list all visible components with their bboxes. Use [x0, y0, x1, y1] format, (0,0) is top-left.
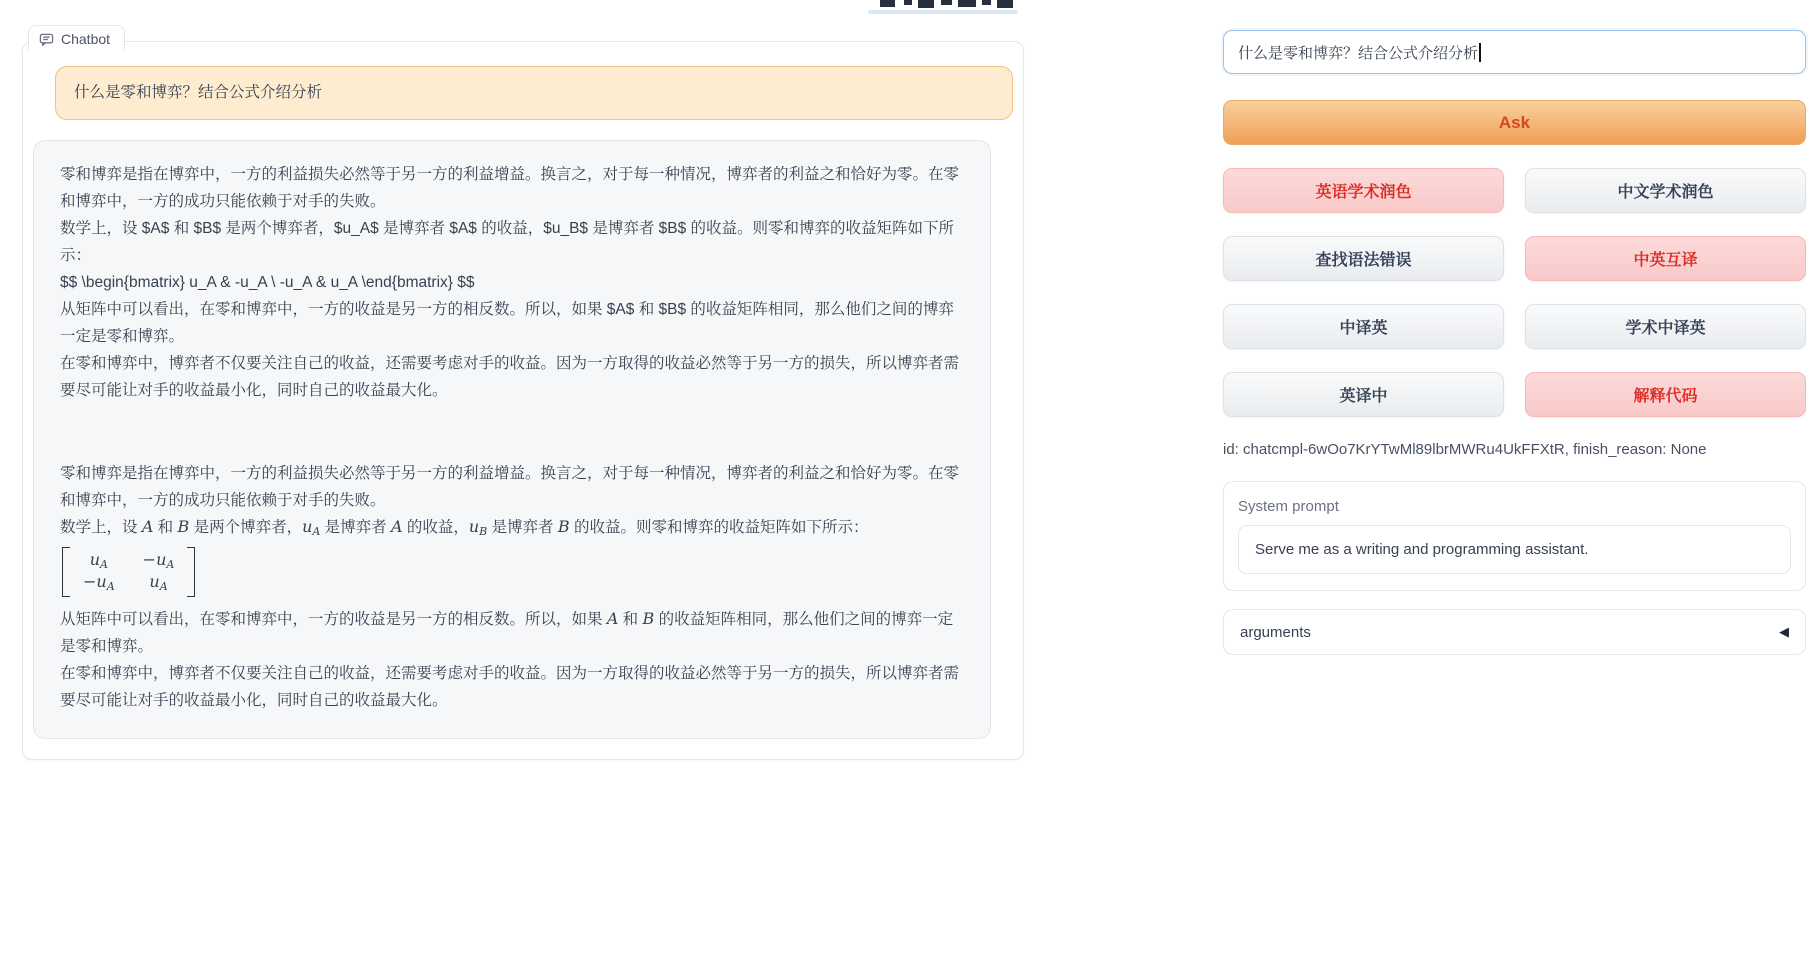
bot-latex-source-line: $$ \begin{bmatrix} u_A & -u_A \ -u_A & u_A \end{bmatrix} $$	[60, 274, 475, 291]
math-var: u	[468, 517, 480, 536]
arguments-accordion-label: arguments	[1240, 623, 1311, 641]
btn-zh-to-en[interactable]: 中译英	[1223, 304, 1504, 349]
bot-paragraph: 零和博弈是指在博弈中，一方的利益损失必然等于另一方的利益增益。换言之，对于每一种情况，博弈者的利益之和恰好为零。在零和博弈中，一方的成功只能依赖于对手的失败。	[60, 465, 960, 509]
bot-math-paragraph: 从矩阵中可以看出，在零和博弈中，一方的收益是另一方的相反数。所以，如果 A 和 B 的收益矩阵相同，那么他们之间的博弈一定是零和博弈。	[60, 609, 954, 655]
math-var: A	[390, 517, 403, 536]
quick-actions-grid	[1223, 168, 1806, 417]
bot-paragraph: 在零和博弈中，博弈者不仅要关注自己的收益，还需要考虑对手的收益。因为一方取得的收益必然等于另一方的损失，所以博弈者需要尽可能让对手的收益最小化，同时自己的收益最大化。	[60, 665, 960, 709]
btn-zh-en-mutual-translate[interactable]: 中英互译	[1525, 236, 1806, 281]
math-var: B	[557, 517, 570, 536]
matrix-left-bracket	[62, 547, 70, 597]
user-message-bubble	[55, 66, 1013, 120]
bot-paragraph: 数学上，设 $A$ 和 $B$ 是两个博弈者，$u_A$ 是博弈者 $A$ 的收益，$u_B$ 是博弈者 $B$ 的收益。则零和博弈的收益矩阵如下所示：	[60, 220, 955, 264]
btn-academic-zh-to-en[interactable]: 学术中译英	[1525, 304, 1806, 349]
bot-message-gap	[60, 404, 966, 460]
btn-chinese-academic-polish[interactable]: 中文学术润色	[1525, 168, 1806, 213]
btn-explain-code[interactable]: 解释代码	[1525, 372, 1806, 417]
math-subscript: B	[479, 525, 488, 538]
arguments-accordion[interactable]	[1223, 609, 1806, 655]
cropped-page-title	[878, 0, 1038, 14]
math-var: u	[302, 517, 313, 536]
system-prompt-input[interactable]	[1238, 525, 1791, 574]
control-column	[1223, 30, 1806, 655]
matrix-cell: $-u_A$	[142, 550, 175, 571]
bot-math-paragraph: 数学上，设 A 和 B 是两个博弈者，$u_A$ 是博弈者 A 的收益，$u_B$ 是博弈者 B 的收益。则零和博弈的收益矩阵如下所示：	[60, 517, 869, 538]
text-cursor	[1479, 43, 1481, 62]
math-subscript: A	[312, 525, 321, 538]
bot-paragraph: 零和博弈是指在博弈中，一方的利益损失必然等于另一方的利益增益。换言之，对于每一种情况，博弈者的利益之和恰好为零。在零和博弈中，一方的成功只能依赖于对手的失败。	[60, 166, 960, 210]
matrix-cell: $u_A$	[149, 572, 168, 593]
btn-find-grammar-errors[interactable]: 查找语法错误	[1223, 236, 1504, 281]
math-var: A	[606, 609, 619, 628]
system-prompt-value: Serve me as a writing and programming assistant.	[1255, 541, 1589, 558]
question-input[interactable]	[1223, 30, 1806, 74]
ask-button[interactable]: Ask	[1223, 100, 1806, 145]
btn-english-academic-polish[interactable]: 英语学术润色	[1223, 168, 1504, 213]
bot-message-bubble	[33, 140, 991, 739]
math-var: B	[177, 517, 190, 536]
matrix-cell: $u_A$	[89, 550, 108, 571]
bot-paragraph: 从矩阵中可以看出，在零和博弈中，一方的收益是另一方的相反数。所以，如果 $A$ 和 $B$ 的收益矩阵相同，那么他们之间的博弈一定是零和博弈。	[60, 301, 954, 345]
user-message-text: 什么是零和博弈？结合公式介绍分析	[74, 84, 323, 101]
chatbot-panel-label	[28, 25, 125, 51]
bot-paragraph: 在零和博弈中，博弈者不仅要关注自己的收益，还需要考虑对手的收益。因为一方取得的收益必然等于另一方的损失，所以博弈者需要尽可能让对手的收益最小化，同时自己的收益最大化。	[60, 355, 960, 399]
response-meta-line: id: chatcmpl-6wOo7KrYTwMl89lbrMWRu4UkFFXtR, finish_reason: None	[1223, 441, 1707, 458]
chatbot-panel-label-text: Chatbot	[61, 31, 111, 47]
question-input-value: 什么是零和博弈？结合公式介绍分析	[1238, 45, 1479, 62]
math-var: A	[141, 517, 154, 536]
matrix-cell: $-u_A$	[83, 572, 115, 593]
chatbot-panel	[22, 41, 1024, 760]
btn-en-to-zh[interactable]: 英译中	[1223, 372, 1504, 417]
matrix-right-bracket	[187, 547, 195, 597]
system-prompt-label: System prompt	[1238, 498, 1339, 515]
accordion-collapse-icon: ◀	[1779, 624, 1789, 639]
system-prompt-group	[1223, 481, 1806, 591]
chat-bubble-icon	[39, 32, 54, 47]
payoff-matrix	[62, 547, 195, 597]
math-var: B	[642, 609, 655, 628]
